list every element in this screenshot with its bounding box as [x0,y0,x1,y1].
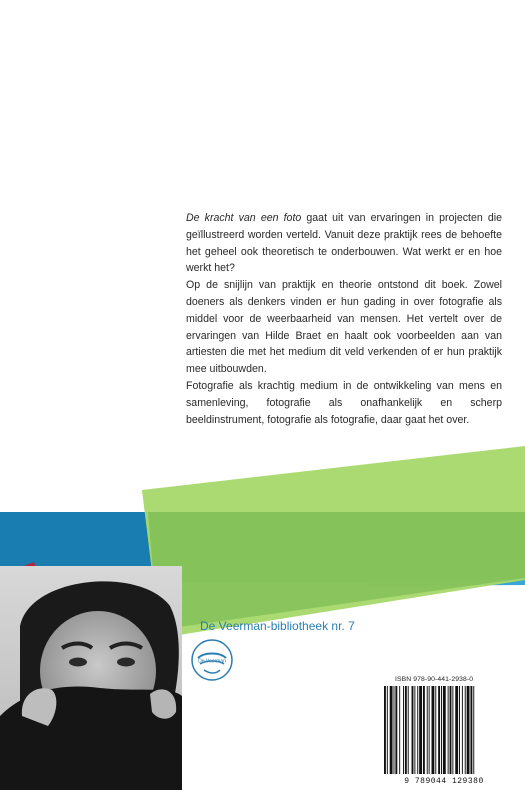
barcode-bar [459,686,460,774]
barcode-digits: 9 789044 129380 [404,777,484,786]
isbn-label: ISBN 978-90-441-2938-0 [395,676,474,683]
barcode-bar [441,686,442,774]
barcode-bar [448,686,449,774]
barcode-bar [450,686,452,774]
barcode-bar [473,686,474,774]
blurb-paragraph-2: Op de snijlijn van praktijk en theorie ontstond dit boek. Zowel doeners als denkers vinden er hun gading in over fotografie als middel voor de weerbaarheid van mensen. Het vertelt over de ervaringen van Hilde Braet en haalt ook voorbeelden aan van artiesten die met het medium dit veld verkenden of er hun praktijk mee uitbouwden. [186,279,502,376]
barcode-bar [394,686,395,774]
barcode-bar [414,686,415,774]
book-title-italic: De kracht van een foto [186,212,302,224]
barcode-bar [427,686,428,774]
barcode-bar [455,686,458,774]
barcode-bar [462,686,463,774]
photo-illustration [0,566,182,790]
barcode-bar [470,686,472,774]
barcode-bar [419,686,422,774]
barcode-bar [395,686,397,774]
barcode-bar [443,686,446,774]
barcode [380,684,508,776]
barcode-bar [417,686,418,774]
barcode-bar [408,686,409,774]
barcode-bar [399,686,400,774]
barcode-bar [405,686,407,774]
barcode-bar [403,686,404,774]
publisher-logo-icon [190,638,234,682]
blurb-paragraph-3: Fotografie als krachtig medium in de ontwikkeling van mens en samenleving, fotografie als onafhankelijk en scherp beeldinstrument, fotografie als fotografie, daar gaat het over. [186,379,502,426]
barcode-bar [432,686,435,774]
green-overlap [148,512,525,630]
barcode-bar [390,686,393,774]
barcode-bar [384,686,386,774]
barcode-bar [435,686,436,774]
barcode-bar [465,686,466,774]
cover-photo [0,566,182,790]
series-title: De Veerman-bibliotheek nr. 7 [200,619,355,633]
barcode-bar [429,686,430,774]
barcode-bar [438,686,440,774]
barcode-bar [452,686,453,774]
barcode-bar [423,686,425,774]
barcode-bar [387,686,388,774]
blurb-paragraph-1-rest: gaat uit van ervaringen in projecten die geïllustreerd worden verteld. Vanuit deze praktijk rees de behoefte het geheel ook theoretisch te onderbouwen. Wat werkt er en hoe werkt het? [186,212,502,275]
barcode-bar [412,686,414,774]
barcode-bar [467,686,470,774]
logo-text: De Veerman [198,658,226,665]
